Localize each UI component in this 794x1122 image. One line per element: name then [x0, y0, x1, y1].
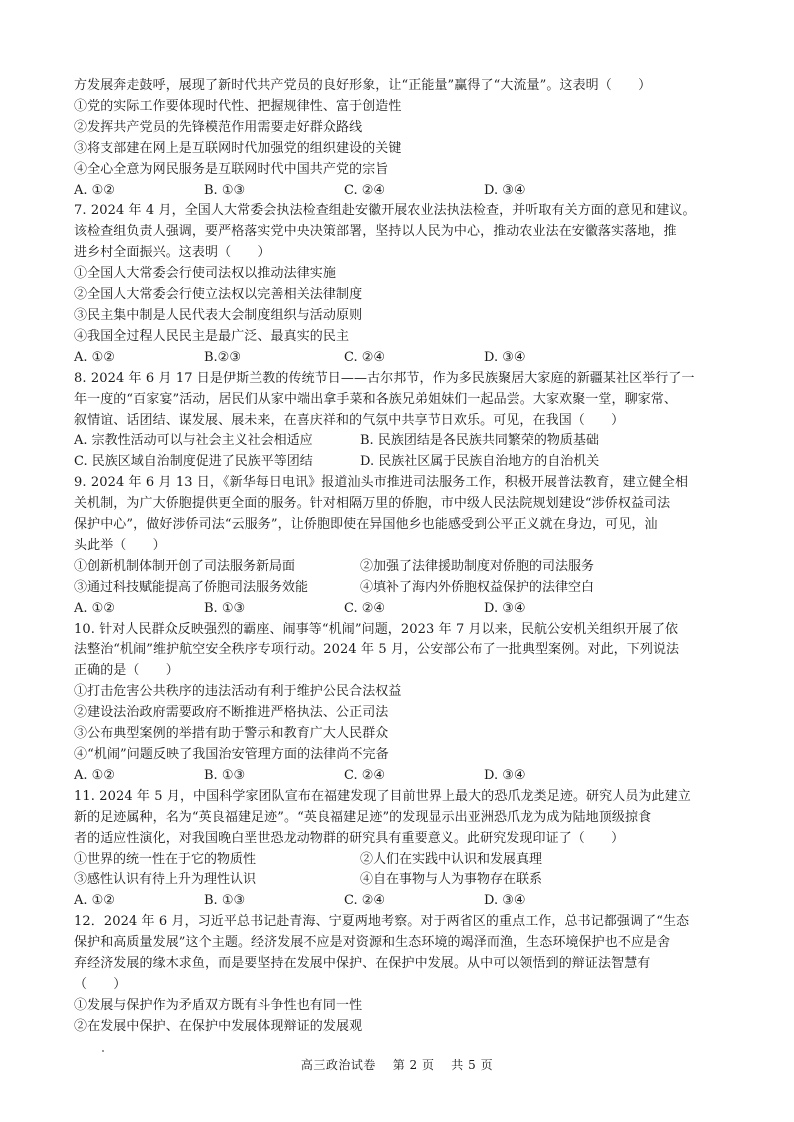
option-a: A. ①②: [74, 893, 115, 909]
choice-2: ②加强了法律援助制度对侨胞的司法服务: [360, 558, 595, 574]
choice-4: ④“机闹”问题反映了我国治安管理方面的法律尚不完备: [74, 747, 389, 762]
question-stem: 7. 2024 年 4 月，全国人大常委会执法检查组赴安徽开展农业法执法检查，并听取有关方面的意见和建议。: [74, 203, 696, 219]
choice-2: ②全国人大常委会行使立法权以完善相关法律制度: [74, 287, 363, 303]
choices-row: [74, 870, 734, 891]
choice-2: ②在发展中保护、在保护中发展体现辩证的发展观: [74, 1018, 363, 1034]
choice-1: ①党的实际工作要体现时代性、把握规律性、富于创造性: [74, 98, 402, 114]
answer-options: [74, 766, 734, 787]
question-stem: 该检查组负责人强调，要严格落实党中央决策部署，坚持以人民为中心，推动农业法在安徽落实落地，推: [74, 224, 677, 240]
option-d: D. ③④: [484, 767, 526, 783]
answer-options-row: [74, 431, 734, 452]
choice-4: ④填补了海内外侨胞权益保护的法律空白: [360, 579, 595, 595]
question-stem: 保护中心”，做好涉侨司法“云服务”，让侨胞即使在异国他乡也能感受到公平正义就在身边，可见，汕: [74, 517, 658, 533]
question-stem: 法整治“机闹”维护航空安全秩序专项行动。2024 年 5 月，公安部公布了一批典型案例。对此，下列说法: [74, 642, 680, 658]
choice-1: ①发展与保护作为矛盾双方既有斗争性也有同一性: [74, 997, 363, 1013]
option-b: B.②③: [204, 349, 241, 365]
question-stem: 弃经济发展的缘木求鱼，而是要坚持在发展中保护、在保护中发展。从中可以领悟到的辩证法智慧有: [74, 956, 651, 972]
question-stem: 关机制，为广大侨胞提供更全面的服务。针对相隔万里的侨胞，市中级人民法院规划建设“涉侨权益司法: [74, 496, 671, 512]
question-stem: 新的足迹属种，名为“英良福建足迹”。“英良福建足迹”的发现显示出亚洲恐爪龙为成为陆地顶级掠食: [74, 809, 652, 825]
question-stem: 头此举（ ）: [74, 537, 166, 553]
exam-page: [74, 76, 734, 1038]
question-stem: 9. 2024 年 6 月 13 日，《新华每日电讯》报道汕头市推进司法服务工作，积极开展普法教育，建立健全相: [74, 475, 689, 491]
question-10: [74, 620, 734, 787]
choice-1: ①打击危害公共秩序的违法活动有利于维护公民合法权益: [74, 684, 402, 700]
choice-1: ①全国人大常委会行使司法权以推动法律实施: [74, 266, 337, 282]
question-stem: 8. 2024 年 6 月 17 日是伊斯兰教的传统节日——古尔邦节，作为多民族聚居大家庭的新疆某社区举行了一: [74, 370, 695, 386]
answer-options: [74, 181, 734, 202]
option-b: B. ①③: [204, 893, 246, 909]
scan-speck: [102, 1050, 104, 1052]
answer-options: [74, 891, 734, 912]
question-stem: 叙情谊、话团结、谋发展、展未来，在喜庆祥和的气氛中共享节日欢乐。可见，在我国（ ）: [74, 412, 625, 428]
choices-row: [74, 850, 734, 871]
answer-options: [74, 599, 734, 620]
choice-3: ③公布典型案例的举措有助于警示和教育广大人民群众: [74, 726, 389, 742]
choice-4: ④自在事物与人为事物存在联系: [360, 872, 543, 888]
question-stem: 进乡村全面振兴。这表明（ ）: [74, 245, 271, 261]
question-stem: 12．2024 年 6 月，习近平总书记赴青海、宁夏两地考察。对于两省区的重点工作，总书记都强调了“生态: [74, 914, 690, 930]
choice-2: ②人们在实践中认识和发展真理: [360, 851, 543, 867]
option-a: A. ①②: [74, 182, 115, 198]
question-9: [74, 473, 734, 619]
page-footer: 高三政治试卷 第 2 页 共 5 页: [300, 1058, 494, 1072]
answer-options-row: [74, 452, 734, 473]
option-a: A. 宗教性活动可以与社会主义社会相适应: [74, 433, 313, 449]
choice-2: ②发挥共产党员的先锋模范作用需要走好群众路线: [74, 119, 363, 135]
option-a: A. ①②: [74, 600, 115, 616]
question-7: [74, 201, 734, 368]
option-c: C. ②④: [344, 349, 386, 365]
choices-row: [74, 578, 734, 599]
question-12: [74, 912, 734, 1037]
choice-3: ③感性认识有待上升为理性认识: [74, 872, 257, 888]
question-stem: （ ）: [74, 976, 127, 992]
option-c: C. ②④: [344, 767, 386, 783]
option-c: C. ②④: [344, 893, 386, 909]
option-d: D. ③④: [484, 893, 526, 909]
option-b: B. ①③: [204, 767, 246, 783]
choice-4: ④全心全意为网民服务是互联网时代中国共产党的宗旨: [74, 161, 389, 177]
option-b: B. 民族团结是各民族共同繁荣的物质基础: [360, 433, 599, 449]
question-stem: 10. 针对人民群众反映强烈的霸座、闹事等“机闹”问题，2023 年 7 月以来，民航公安机关组织开展了依: [74, 621, 679, 637]
option-a: A. ①②: [74, 767, 115, 783]
choices-row: [74, 557, 734, 578]
option-a: A. ①②: [74, 349, 115, 365]
question-stem: 11. 2024 年 5 月，中国科学家团队宣布在福建发现了目前世界上最大的恐爪龙类足迹。研究人员为此建立: [74, 788, 691, 804]
question-stem: 正确的是（ ）: [74, 663, 179, 679]
choice-3: ③民主集中制是人民代表大会制度组织与活动原则: [74, 307, 363, 323]
option-d: D. ③④: [484, 600, 526, 616]
text-line: 方发展奔走鼓呼，展现了新时代共产党员的良好形象，让“正能量”赢得了“大流量”。这表明（ ）: [74, 78, 652, 93]
choice-3: ③通过科技赋能提高了侨胞司法服务效能: [74, 579, 309, 595]
question-11: [74, 787, 734, 912]
question-stem: 保护和高质量发展”这个主题。经济发展不应是对资源和生态环境的竭泽而渔，生态环境保护也不应是舍: [74, 935, 671, 951]
option-c: C. 民族区域自治制度促进了民族平等团结: [74, 454, 313, 470]
option-c: C. ②④: [344, 600, 386, 616]
option-b: B. ①③: [204, 600, 246, 616]
choice-4: ④我国全过程人民民主是最广泛、最真实的民主: [74, 328, 350, 344]
choice-2: ②建设法治政府需要政府不断推进严格执法、公正司法: [74, 705, 389, 721]
option-d: D. 民族社区属于民族自治地方的自治机关: [360, 454, 600, 470]
choice-1: ①世界的统一性在于它的物质性: [74, 851, 257, 867]
option-d: D. ③④: [484, 349, 526, 365]
q6-continuation: [74, 76, 734, 201]
option-c: C. ②④: [344, 182, 386, 198]
question-stem: 年一度的“百家宴”活动，居民们从家中端出拿手菜和各族兄弟姐妹们一起品尝。大家欢聚一堂，聊家常、: [74, 391, 677, 407]
answer-options: [74, 348, 734, 369]
choice-3: ③将支部建在网上是互联网时代加强党的组织建设的关键: [74, 140, 402, 156]
choice-1: ①创新机制体制开创了司法服务新局面: [74, 558, 296, 574]
option-b: B. ①③: [204, 182, 246, 198]
question-8: [74, 369, 734, 474]
question-stem: 者的适应性演化，对我国晚白垩世恐龙动物群的研究具有重要意义。此研究发现印证了（ ）: [74, 830, 625, 846]
option-d: D. ③④: [484, 182, 526, 198]
